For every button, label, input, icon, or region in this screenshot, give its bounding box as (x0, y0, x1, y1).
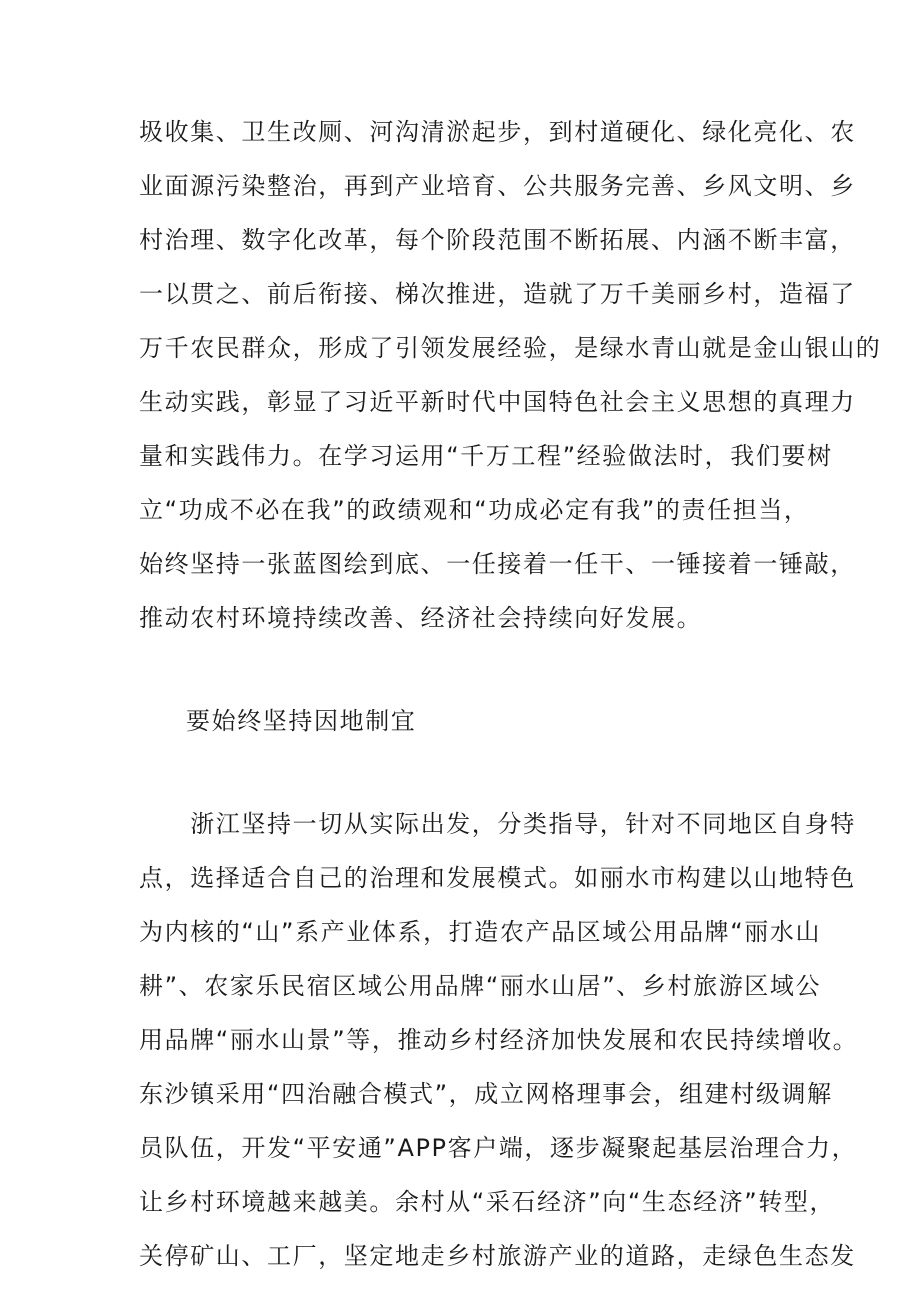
paragraph-1-line-2: 业面源污染整治，再到产业培育、公共服务完善、乡风文明、乡 (139, 172, 856, 200)
paragraph-2-line-5: 用品牌“丽水山景”等，推动乡村经济加快发展和农民持续增收。 (139, 1026, 859, 1054)
paragraph-2-line-7: 员队伍，开发“平安通”APP客户端，逐步凝聚起基层治理合力， (139, 1134, 858, 1162)
paragraph-2-line-1: 浙江坚持一切从实际出发，分类指导，针对不同地区自身特 (139, 810, 856, 838)
paragraph-2-line-3: 为内核的“山”系产业体系，打造农产品区域公用品牌“丽水山 (139, 918, 822, 946)
paragraph-2-line-2: 点，选择适合自己的治理和发展模式。如丽水市构建以山地特色 (139, 864, 856, 892)
section-heading: 要始终坚持因地制宜 (186, 707, 417, 735)
paragraph-1-line-7: 量和实践伟力。在学习运用“千万工程”经验做法时，我们要树 (139, 442, 833, 470)
paragraph-1-line-9: 始终坚持一张蓝图绘到底、一任接着一任干、一锤接着一锤敲， (139, 550, 856, 578)
paragraph-1-line-3: 村治理、数字化改革，每个阶段范围不断拓展、内涵不断丰富， (139, 226, 856, 254)
paragraph-2-line-8: 让乡村环境越来越美。余村从“采石经济”向“生态经济”转型， (139, 1188, 836, 1216)
paragraph-2-line-4: 耕”、农家乐民宿区域公用品牌“丽水山居”、乡村旅游区域公 (139, 972, 822, 1000)
paragraph-1-line-5: 万千农民群众，形成了引领发展经验，是绿水青山就是金山银山的 (139, 334, 882, 362)
paragraph-1-line-10: 推动农村环境持续改善、经济社会持续向好发展。 (139, 604, 703, 632)
paragraph-1-line-6: 生动实践，彰显了习近平新时代中国特色社会主义思想的真理力 (139, 388, 856, 416)
paragraph-2-line-9: 关停矿山、工厂，坚定地走乡村旅游产业的道路，走绿色生态发 (139, 1242, 856, 1270)
paragraph-2-line-6: 东沙镇采用“四治融合模式”，成立网格理事会，组建村级调解 (139, 1080, 833, 1108)
paragraph-1-line-1: 圾收集、卫生改厕、河沟清淤起步，到村道硬化、绿化亮化、农 (139, 118, 856, 146)
paragraph-1-line-4: 一以贯之、前后衔接、梯次推进，造就了万千美丽乡村，造福了 (139, 280, 856, 308)
paragraph-1-line-8: 立“功成不必在我”的政绩观和“功成必定有我”的责任担当， (139, 496, 810, 524)
